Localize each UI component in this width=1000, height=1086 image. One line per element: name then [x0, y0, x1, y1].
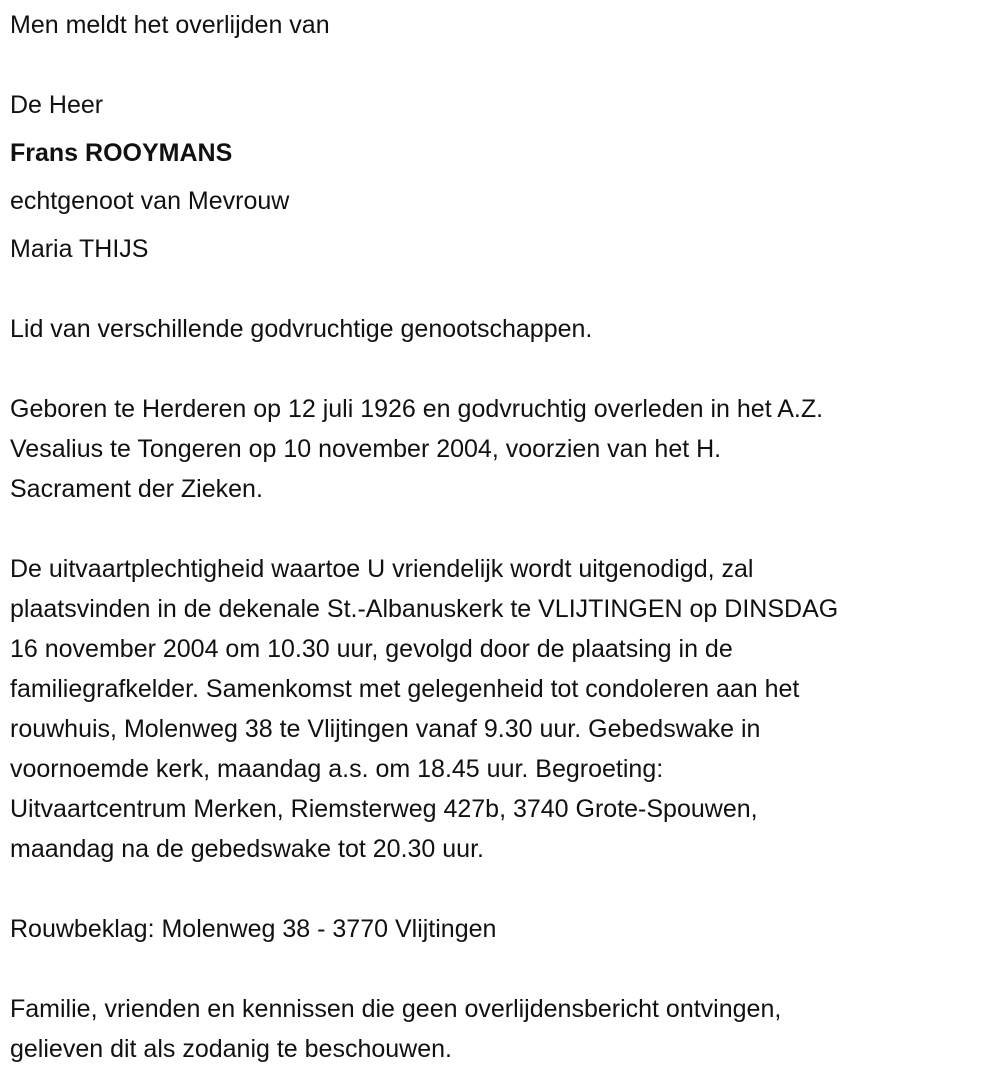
paragraph-line: Geboren te Herderen op 12 juli 1926 en godvruchtig overleden in het A.Z. — [10, 395, 824, 423]
paragraph-line: De uitvaartplechtigheid waartoe U vriendelijk wordt uitgenodigd, zal — [10, 555, 754, 583]
paragraph-line: rouwhuis, Molenweg 38 te Vlijtingen vanaf 9.30 uur. Gebedswake in — [10, 715, 761, 743]
membership-text: Lid van verschillende godvruchtige genootschappen. — [10, 315, 593, 343]
paragraph-line: plaatsvinden in de dekenale St.-Albanuskerk te VLIJTINGEN op DINSDAG — [10, 595, 839, 623]
spacer — [10, 269, 1000, 309]
paragraph-line: maandag na de gebedswake tot 20.30 uur. — [10, 835, 484, 863]
deceased-name: Frans ROOYMANS — [10, 139, 233, 167]
paragraph-line: Familie, vrienden en kennissen die geen overlijdensbericht ontvingen, — [10, 995, 782, 1023]
paragraph-line: voornoemde kerk, maandag a.s. om 18.45 uur. Begroeting: — [10, 755, 664, 783]
spouse-label: echtgenoot van Mevrouw — [10, 187, 290, 215]
paragraph-line: gelieven dit als zodanig te beschouwen. — [10, 1035, 452, 1063]
birth-death-paragraph — [10, 389, 1000, 509]
spouse-name: Maria THIJS — [10, 235, 149, 263]
paragraph-line: Vesalius te Tongeren op 10 november 2004, voorzien van het H. — [10, 435, 722, 463]
paragraph-line: 16 november 2004 om 10.30 uur, gevolgd door de plaatsing in de — [10, 635, 733, 663]
spacer — [10, 45, 1000, 85]
paragraph-line: familiegrafkelder. Samenkomst met gelegenheid tot condoleren aan het — [10, 675, 800, 703]
funeral-paragraph — [10, 549, 1000, 869]
obituary-notice — [10, 5, 1000, 1069]
spacer — [10, 509, 1000, 549]
paragraph-line: Uitvaartcentrum Merken, Riemsterweg 427b, 3740 Grote-Spouwen, — [10, 795, 758, 823]
honorific: De Heer — [10, 91, 104, 119]
spacer — [10, 949, 1000, 989]
condolence-address: Rouwbeklag: Molenweg 38 - 3770 Vlijtingen — [10, 915, 497, 943]
spacer — [10, 869, 1000, 909]
spacer — [10, 349, 1000, 389]
paragraph-line: Sacrament der Zieken. — [10, 475, 263, 503]
closing-paragraph — [10, 989, 1000, 1069]
intro-text: Men meldt het overlijden van — [10, 11, 330, 39]
